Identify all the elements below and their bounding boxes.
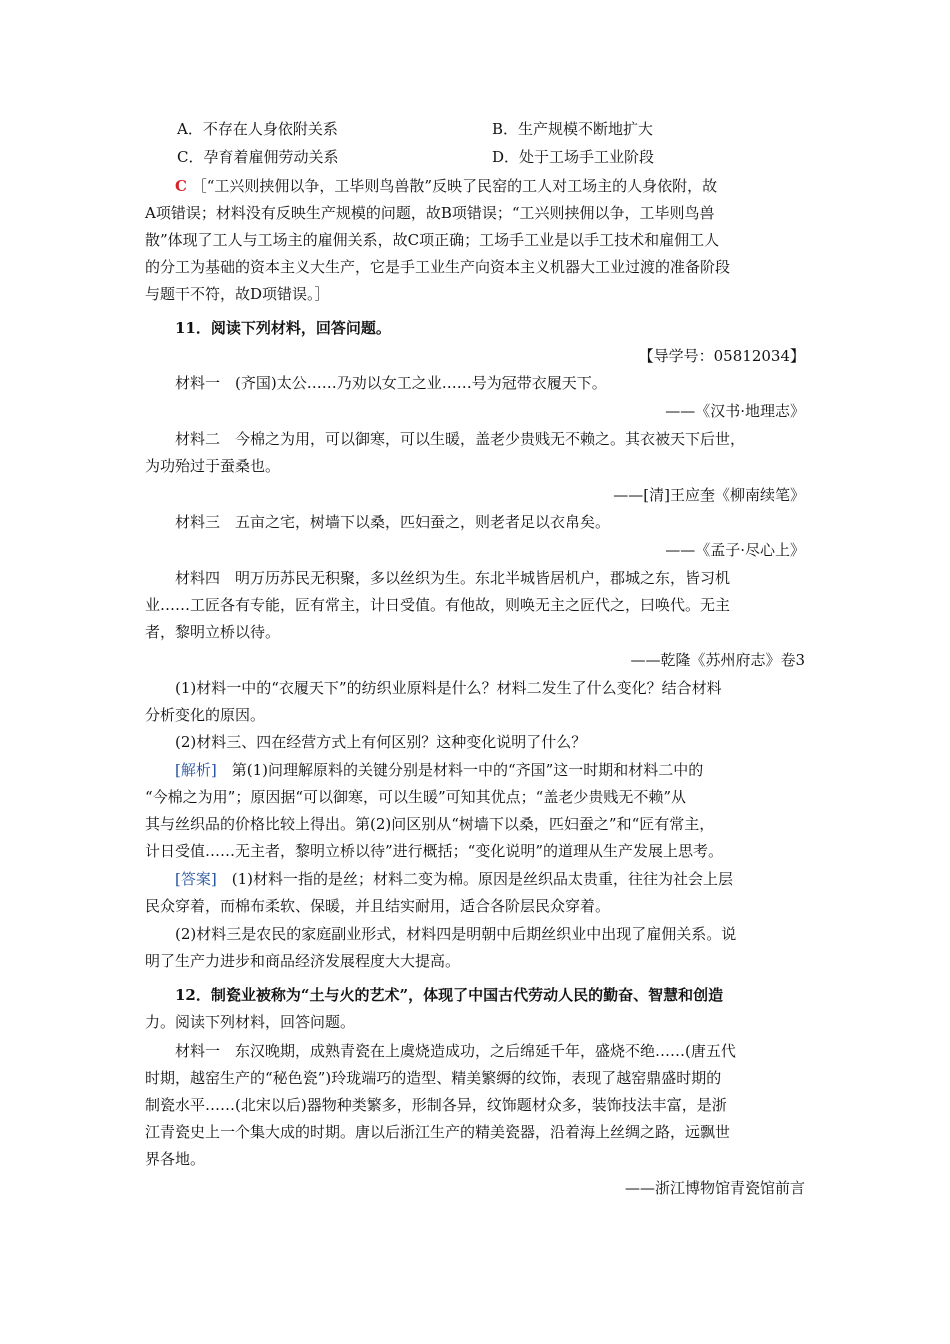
answer10-text-1: ［“工兴则挟佣以争，工毕则鸟兽散”反映了民窑的工人对工场主的人身依附，故	[191, 177, 718, 195]
q11-material-2-line-2: 为功殆过于蚕桑也。	[145, 457, 281, 475]
q11-material-4-line-3: 者，黎明立桥以待。	[145, 623, 281, 641]
answer-tag: [答案]	[175, 870, 217, 888]
q12-material-1-line-2: 时期，越窑生产的“秘色瓷”)玲珑端巧的造型、精美繁缛的纹饰，表现了越窑鼎盛时期的	[145, 1069, 722, 1087]
q11-analysis-line-4: 计日受值……无主者，黎明立桥以待”进行概括；“变化说明”的道理从生产发展上思考。	[145, 842, 724, 860]
choice-a: A．不存在人身依附关系	[177, 120, 338, 138]
q12-material-1-line-5: 界各地。	[145, 1150, 206, 1168]
q12-material-1-source: ——浙江博物馆青瓷馆前言	[624, 1179, 805, 1197]
q11-material-2-source: ——[清]王应奎《柳南续笔》	[613, 486, 805, 504]
q11-question-1-line-1: (1)材料一中的“衣履天下”的纺织业原料是什么？材料二发生了什么变化？结合材料	[175, 679, 722, 697]
q11-material-2-line-1: 材料二 今棉之为用，可以御寒，可以生暖，盖老少贵贱无不赖之。其衣被天下后世，	[175, 430, 746, 448]
answer10-line-3: 散”体现了工人与工场主的雇佣关系，故C项正确；工场手工业是以手工技术和雇佣工人	[145, 231, 720, 249]
analysis-tag: [解析]	[175, 761, 217, 779]
q11-title: 11．阅读下列材料，回答问题。	[175, 319, 391, 337]
q11-answer-line-4: 明了生产力进步和商品经济发展程度大大提高。	[145, 952, 461, 970]
answer10-line-4: 的分工为基础的资本主义大生产，它是手工业生产向资本主义机器大工业过渡的准备阶段	[145, 258, 731, 276]
answer10-line-1	[175, 173, 717, 199]
answer10-letter: C	[175, 177, 187, 195]
q11-guide-number: 【导学号：05812034】	[638, 347, 805, 365]
q11-answer-line-1	[175, 866, 733, 892]
q11-material-1: 材料一 (齐国)太公……乃劝以女工之业……号为冠带衣履天下。	[175, 374, 607, 392]
choice-d: D．处于工场手工业阶段	[492, 148, 655, 166]
q12-title-line-2: 力。阅读下列材料，回答问题。	[145, 1013, 356, 1031]
choice-row-1	[177, 116, 654, 142]
q12-material-1-line-3: 制瓷水平……(北宋以后)器物种类繁多，形制各异，纹饰题材众多，装饰技法丰富，是浙	[145, 1096, 727, 1114]
q11-analysis-line-3: 其与丝织品的价格比较上得出。第(2)问区别从“树墙下以桑，匹妇蚕之”和“匠有常主，	[145, 815, 715, 833]
q11-material-3: 材料三 五亩之宅，树墙下以桑，匹妇蚕之，则老者足以衣帛矣。	[175, 513, 611, 531]
choice-b: B．生产规模不断地扩大	[492, 120, 654, 138]
q12-title-line-1: 12．制瓷业被称为“土与火的艺术”，体现了中国古代劳动人民的勤奋、智慧和创造	[175, 986, 724, 1004]
answer10-line-2: A项错误；材料没有反映生产规模的问题，故B项错误；“工兴则挟佣以争，工毕则鸟兽	[145, 204, 715, 222]
q11-material-4-line-2: 业……工匠各有专能，匠有常主，计日受值。有他故，则唤无主之匠代之，曰唤代。无主	[145, 596, 731, 614]
q11-analysis-line-1	[175, 757, 703, 783]
answer10-line-5: 与题干不符，故D项错误。］	[145, 285, 330, 303]
analysis-text-1: 第(1)问理解原料的关键分别是材料一中的“齐国”这一时期和材料二中的	[216, 761, 704, 779]
q11-question-2: (2)材料三、四在经营方式上有何区别？这种变化说明了什么？	[175, 733, 587, 751]
q11-material-4-source: ——乾隆《苏州府志》卷3	[630, 651, 805, 669]
q11-material-1-source: ——《汉书·地理志》	[665, 402, 805, 420]
q11-answer-line-2: 民众穿着，而棉布柔软、保暖，并且结实耐用，适合各阶层民众穿着。	[145, 897, 611, 915]
q11-analysis-line-2: “今棉之为用”；原因据“可以御寒，可以生暖”可知其优点；“盖老少贵贱无不赖”从	[145, 788, 687, 806]
q12-material-1-line-1: 材料一 东汉晚期，成熟青瓷在上虞烧造成功，之后绵延千年，盛烧不绝……(唐五代	[175, 1042, 736, 1060]
choice-c: C．孕育着雇佣劳动关系	[177, 148, 339, 166]
q11-answer-line-3: (2)材料三是农民的家庭副业形式，材料四是明朝中后期丝织业中出现了雇佣关系。说	[175, 925, 737, 943]
answer-text-1: (1)材料一指的是丝；材料二变为棉。原因是丝织品太贵重，往往为社会上层	[216, 870, 733, 888]
choice-row-2	[177, 144, 655, 170]
q11-material-3-source: ——《孟子·尽心上》	[665, 541, 805, 559]
q11-material-4-line-1: 材料四 明万历苏民无积聚，多以丝织为生。东北半城皆居机户，郡城之东，皆习机	[175, 569, 731, 587]
q11-question-1-line-2: 分析变化的原因。	[145, 706, 266, 724]
q12-material-1-line-4: 江青瓷史上一个集大成的时期。唐以后浙江生产的精美瓷器，沿着海上丝绸之路，远飘世	[145, 1123, 731, 1141]
